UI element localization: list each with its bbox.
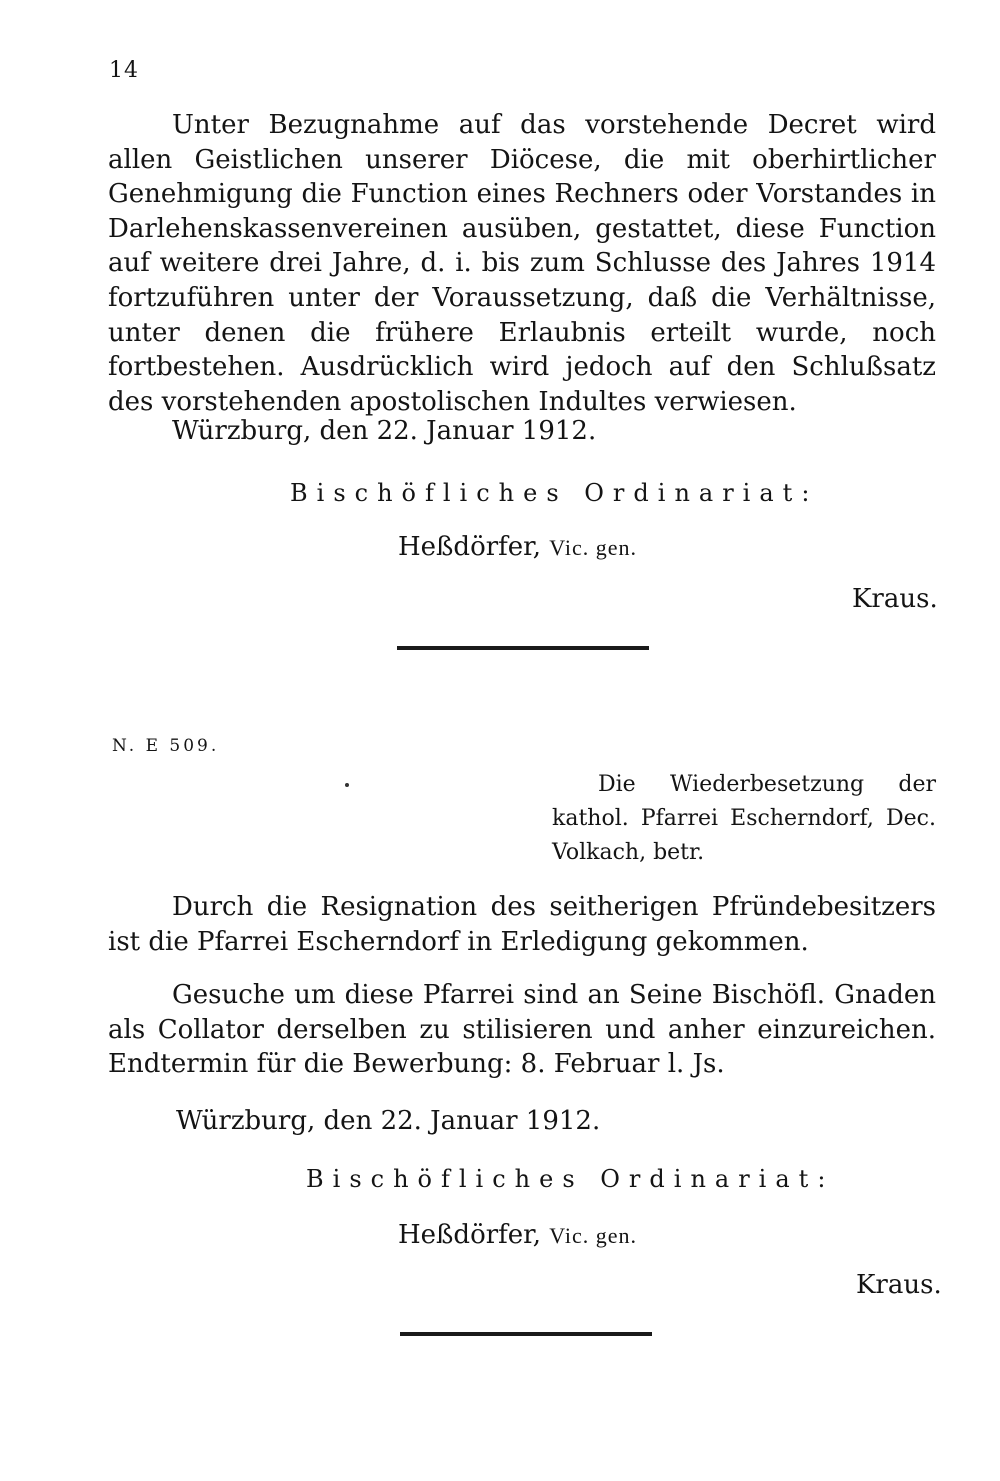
page-number: 14 — [109, 58, 139, 83]
print-speck — [345, 783, 349, 787]
signatory-title: Vic. gen. — [549, 535, 637, 560]
signatory-title: Vic. gen. — [549, 1223, 637, 1248]
section-divider — [400, 1332, 652, 1336]
authority-line: Bischöfliches Ordinariat: — [306, 1165, 835, 1193]
resignation-paragraph: Durch die Resignation des seitherigen Pfründebesitzers ist die Pfarrei Escherndorf in Erledigung gekommen. — [108, 892, 936, 957]
countersign: Kraus. — [852, 584, 938, 614]
authority-line: Bischöfliches Ordinariat: — [290, 479, 819, 507]
signatory — [398, 1218, 637, 1253]
signatory-name: Heßdörfer, — [398, 1220, 541, 1250]
signatory — [398, 530, 637, 565]
date-line: Würzburg, den 22. Januar 1912. — [172, 416, 597, 446]
decree-paragraph: Unter Bezugnahme auf das vorstehende Decret wird allen Geistlichen unserer Diöcese, die mit oberhirtlicher Genehmigung die Function eines Rechners oder Vorstandes in Darlehenskassenvereinen ausüben, gestattet, diese Function auf weitere drei Jahre, d. i. bis zum Schlusse des Jahres 1914 fortzuführen unter der Voraussetzung, daß die Verhältnisse, unter denen die frühere Erlaubnis erteilt wurde, noch fortbestehen. Ausdrücklich wird jedoch auf den Schlußsatz des vorstehenden apostolischen Indultes verwiesen. — [108, 110, 936, 417]
subject-heading: Die Wiederbesetzung der kathol. Pfarrei Escherndorf, Dec. Volkach, betr. — [552, 772, 936, 865]
application-paragraph: Gesuche um diese Pfarrei sind an Seine Bischöfl. Gnaden als Collator derselben zu stilisieren und anher einzureichen. Endtermin für die Bewerbung: 8. Februar l. Js. — [108, 980, 936, 1080]
countersign: Kraus. — [856, 1270, 942, 1300]
date-line: Würzburg, den 22. Januar 1912. — [176, 1106, 601, 1136]
section-divider — [397, 646, 649, 650]
signatory-name: Heßdörfer, — [398, 532, 541, 562]
reference-number: N. E 509. — [112, 736, 220, 756]
